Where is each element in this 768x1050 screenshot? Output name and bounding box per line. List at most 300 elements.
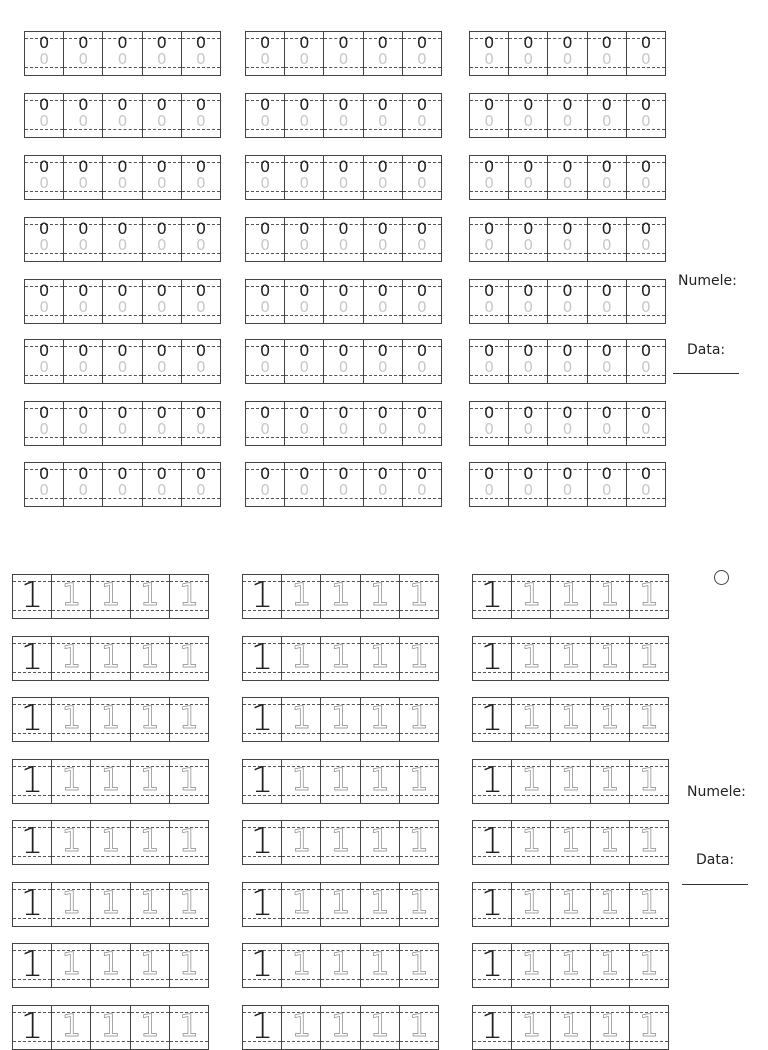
practice-cell (321, 1006, 360, 1049)
practice-cell (470, 32, 509, 75)
trace-digit: 0 (338, 298, 349, 316)
model-digit: 0 (195, 464, 206, 483)
trace-digit: 0 (260, 481, 270, 499)
model-digit: 0 (299, 95, 310, 114)
model-digit: 0 (640, 219, 651, 238)
practice-cell (473, 883, 512, 926)
practice-cell (630, 1006, 668, 1049)
practice-cell (13, 760, 52, 803)
practice-cell (282, 1006, 321, 1049)
practice-strip (469, 31, 666, 76)
date-line-top (673, 373, 739, 374)
model-digit: 0 (640, 281, 651, 300)
trace-digit: 1 (330, 701, 351, 736)
trace-digit: 0 (156, 236, 167, 254)
practice-cell (324, 463, 363, 506)
practice-cell (243, 698, 282, 741)
practice-cell (285, 463, 324, 506)
practice-strip (12, 882, 209, 927)
trace-digit: 0 (484, 174, 494, 192)
practice-strip (472, 882, 669, 927)
model-digit: 0 (377, 403, 388, 422)
trace-digit: 0 (601, 236, 612, 254)
model-digit: 1 (250, 760, 274, 801)
practice-cell (630, 575, 668, 618)
trace-digit: 1 (409, 578, 429, 613)
practice-cell (361, 760, 400, 803)
trace-digit: 0 (156, 298, 167, 316)
practice-cell (551, 698, 590, 741)
practice-cell (103, 340, 142, 383)
practice-cell (551, 883, 590, 926)
practice-cell (64, 340, 103, 383)
trace-digit: 0 (39, 50, 49, 68)
practice-cell (403, 94, 441, 137)
model-digit: 0 (523, 219, 534, 238)
model-digit: 1 (20, 575, 44, 616)
practice-cell (361, 883, 400, 926)
practice-cell (361, 575, 400, 618)
practice-cell (243, 575, 282, 618)
practice-cell (285, 280, 324, 323)
practice-cell (52, 760, 91, 803)
trace-digit: 1 (600, 947, 620, 982)
model-digit: 0 (640, 95, 651, 114)
trace-digit: 1 (140, 886, 160, 921)
practice-cell (591, 1006, 630, 1049)
trace-digit: 1 (639, 947, 659, 982)
practice-cell (282, 637, 321, 680)
trace-digit: 1 (61, 824, 81, 859)
trace-digit: 0 (156, 174, 167, 192)
model-digit: 0 (78, 33, 89, 52)
trace-digit: 0 (484, 298, 494, 316)
trace-digit: 1 (140, 947, 160, 982)
model-digit: 0 (117, 403, 128, 422)
trace-digit: 1 (61, 886, 81, 921)
trace-digit: 1 (560, 824, 581, 859)
circle-mark (714, 570, 729, 585)
model-digit: 0 (377, 464, 388, 483)
name-label-top: Numele: (678, 273, 737, 289)
model-digit: 0 (416, 281, 427, 300)
practice-cell (509, 32, 548, 75)
practice-cell (13, 944, 52, 987)
model-digit: 0 (484, 33, 495, 52)
trace-digit: 0 (39, 112, 49, 130)
practice-cell (400, 698, 438, 741)
practice-cell (591, 698, 630, 741)
practice-strip (242, 759, 439, 804)
practice-cell (548, 94, 587, 137)
practice-cell (91, 575, 130, 618)
trace-digit: 1 (639, 640, 659, 675)
trace-digit: 1 (291, 886, 311, 921)
model-digit: 1 (480, 760, 504, 801)
model-digit: 0 (260, 464, 271, 483)
practice-cell (400, 1006, 438, 1049)
practice-cell (551, 637, 590, 680)
practice-cell (361, 637, 400, 680)
trace-digit: 1 (560, 1009, 581, 1044)
trace-digit: 0 (299, 112, 310, 130)
trace-digit: 1 (140, 640, 160, 675)
model-digit: 1 (250, 883, 274, 924)
trace-digit: 0 (196, 358, 206, 376)
trace-digit: 0 (78, 236, 89, 254)
model-digit: 0 (338, 33, 349, 52)
trace-digit: 0 (417, 298, 427, 316)
trace-digit: 1 (291, 701, 311, 736)
practice-cell (588, 402, 627, 445)
practice-cell (321, 883, 360, 926)
trace-digit: 0 (78, 112, 89, 130)
practice-strip (245, 155, 442, 200)
practice-cell (91, 698, 130, 741)
trace-digit: 0 (601, 174, 612, 192)
practice-strip (12, 697, 209, 742)
trace-digit: 1 (100, 701, 121, 736)
practice-cell (548, 32, 587, 75)
model-digit: 0 (39, 281, 50, 300)
trace-digit: 1 (560, 947, 581, 982)
trace-digit: 0 (641, 236, 651, 254)
practice-strip (469, 155, 666, 200)
trace-digit: 1 (370, 824, 390, 859)
practice-cell (282, 760, 321, 803)
practice-strip (242, 636, 439, 681)
practice-cell (364, 463, 403, 506)
practice-cell (282, 944, 321, 987)
model-digit: 0 (562, 341, 573, 360)
trace-digit: 1 (140, 763, 160, 798)
trace-digit: 1 (100, 640, 121, 675)
practice-cell (170, 944, 208, 987)
model-digit: 0 (523, 33, 534, 52)
practice-cell (103, 280, 142, 323)
practice-cell (243, 883, 282, 926)
practice-cell (13, 821, 52, 864)
model-digit: 0 (78, 95, 89, 114)
practice-cell (285, 32, 324, 75)
trace-digit: 0 (78, 50, 89, 68)
practice-cell (170, 760, 208, 803)
practice-cell (403, 218, 441, 261)
trace-digit: 1 (639, 578, 659, 613)
practice-strip (242, 1005, 439, 1050)
practice-cell (324, 280, 363, 323)
practice-cell (321, 637, 360, 680)
trace-digit: 1 (100, 947, 121, 982)
model-digit: 0 (640, 341, 651, 360)
trace-digit: 0 (523, 298, 534, 316)
trace-digit: 1 (179, 578, 199, 613)
practice-cell (361, 1006, 400, 1049)
practice-cell (627, 156, 665, 199)
model-digit: 0 (416, 33, 427, 52)
practice-strip (469, 339, 666, 384)
practice-cell (361, 698, 400, 741)
practice-cell (143, 32, 182, 75)
trace-digit: 0 (417, 420, 427, 438)
model-digit: 0 (117, 219, 128, 238)
trace-digit: 1 (179, 763, 199, 798)
model-digit: 0 (484, 403, 495, 422)
practice-cell (627, 463, 665, 506)
practice-cell (25, 463, 64, 506)
practice-cell (512, 944, 551, 987)
practice-cell (400, 760, 438, 803)
practice-cell (52, 1006, 91, 1049)
model-digit: 1 (20, 821, 44, 862)
model-digit: 0 (377, 95, 388, 114)
practice-cell (52, 698, 91, 741)
practice-strip (12, 1005, 209, 1050)
practice-cell (131, 1006, 170, 1049)
practice-cell (64, 463, 103, 506)
trace-digit: 1 (370, 886, 390, 921)
practice-cell (103, 94, 142, 137)
trace-digit: 0 (377, 174, 388, 192)
trace-digit: 1 (409, 640, 429, 675)
practice-cell (131, 575, 170, 618)
trace-digit: 0 (562, 358, 573, 376)
trace-digit: 1 (560, 763, 581, 798)
model-digit: 0 (39, 464, 50, 483)
trace-digit: 0 (562, 298, 573, 316)
trace-digit: 1 (600, 578, 620, 613)
practice-cell (64, 156, 103, 199)
practice-cell (324, 32, 363, 75)
trace-digit: 1 (521, 578, 541, 613)
model-digit: 0 (562, 33, 573, 52)
trace-digit: 1 (409, 947, 429, 982)
model-digit: 0 (78, 403, 89, 422)
trace-digit: 1 (100, 1009, 121, 1044)
practice-cell (282, 575, 321, 618)
trace-digit: 0 (601, 298, 612, 316)
trace-digit: 1 (560, 701, 581, 736)
trace-digit: 0 (338, 112, 349, 130)
practice-cell (182, 340, 220, 383)
practice-strip (24, 279, 221, 324)
practice-cell (52, 821, 91, 864)
trace-digit: 1 (560, 886, 581, 921)
practice-cell (243, 944, 282, 987)
practice-strip (245, 401, 442, 446)
practice-cell (473, 637, 512, 680)
model-digit: 0 (377, 33, 388, 52)
model-digit: 0 (299, 281, 310, 300)
model-digit: 0 (299, 157, 310, 176)
practice-cell (591, 760, 630, 803)
practice-cell (182, 218, 220, 261)
practice-cell (170, 821, 208, 864)
practice-cell (13, 575, 52, 618)
model-digit: 0 (299, 219, 310, 238)
model-digit: 0 (156, 157, 167, 176)
trace-digit: 1 (370, 1009, 390, 1044)
model-digit: 0 (338, 219, 349, 238)
model-digit: 0 (78, 219, 89, 238)
trace-digit: 1 (600, 763, 620, 798)
practice-cell (548, 340, 587, 383)
model-digit: 0 (117, 95, 128, 114)
trace-digit: 0 (562, 481, 573, 499)
model-digit: 0 (117, 281, 128, 300)
practice-cell (509, 402, 548, 445)
model-digit: 1 (20, 883, 44, 924)
trace-digit: 0 (196, 298, 206, 316)
practice-cell (246, 218, 285, 261)
practice-cell (131, 944, 170, 987)
practice-cell (364, 156, 403, 199)
trace-digit: 1 (639, 886, 659, 921)
model-digit: 0 (601, 341, 612, 360)
practice-cell (13, 1006, 52, 1049)
model-digit: 0 (260, 341, 271, 360)
trace-digit: 1 (370, 947, 390, 982)
trace-digit: 0 (641, 481, 651, 499)
date-label-bottom: Data: (696, 852, 735, 868)
practice-cell (551, 760, 590, 803)
practice-cell (470, 94, 509, 137)
practice-cell (403, 32, 441, 75)
model-digit: 1 (480, 1006, 504, 1047)
trace-digit: 0 (196, 112, 206, 130)
practice-strip (242, 943, 439, 988)
model-digit: 0 (640, 464, 651, 483)
trace-digit: 1 (61, 1009, 81, 1044)
model-digit: 0 (260, 33, 271, 52)
date-label-top: Data: (687, 342, 726, 358)
practice-cell (509, 340, 548, 383)
practice-cell (182, 402, 220, 445)
model-digit: 0 (416, 95, 427, 114)
model-digit: 0 (562, 281, 573, 300)
practice-cell (591, 821, 630, 864)
trace-digit: 0 (523, 420, 534, 438)
model-digit: 0 (523, 95, 534, 114)
practice-cell (512, 637, 551, 680)
practice-cell (246, 463, 285, 506)
practice-cell (403, 156, 441, 199)
practice-cell (588, 340, 627, 383)
practice-cell (285, 402, 324, 445)
model-digit: 0 (39, 341, 50, 360)
practice-cell (91, 637, 130, 680)
trace-digit: 1 (521, 701, 541, 736)
practice-cell (361, 944, 400, 987)
practice-cell (103, 156, 142, 199)
practice-cell (627, 218, 665, 261)
trace-digit: 1 (330, 1009, 351, 1044)
trace-digit: 0 (196, 236, 206, 254)
practice-cell (25, 32, 64, 75)
practice-cell (324, 218, 363, 261)
practice-cell (170, 637, 208, 680)
practice-cell (551, 821, 590, 864)
model-digit: 0 (78, 281, 89, 300)
trace-digit: 0 (196, 50, 206, 68)
practice-cell (25, 94, 64, 137)
model-digit: 0 (117, 464, 128, 483)
model-digit: 0 (601, 33, 612, 52)
trace-digit: 1 (179, 701, 199, 736)
trace-digit: 1 (179, 886, 199, 921)
model-digit: 0 (195, 33, 206, 52)
trace-digit: 1 (140, 1009, 160, 1044)
practice-cell (282, 821, 321, 864)
trace-digit: 0 (260, 174, 270, 192)
trace-digit: 0 (156, 112, 167, 130)
practice-cell (400, 637, 438, 680)
trace-digit: 0 (641, 420, 651, 438)
model-digit: 0 (156, 95, 167, 114)
practice-strip (469, 93, 666, 138)
model-digit: 1 (480, 575, 504, 616)
practice-cell (627, 280, 665, 323)
trace-digit: 1 (409, 824, 429, 859)
model-digit: 0 (117, 157, 128, 176)
trace-digit: 1 (600, 701, 620, 736)
trace-digit: 1 (521, 763, 541, 798)
practice-cell (243, 637, 282, 680)
trace-digit: 1 (639, 701, 659, 736)
model-digit: 0 (260, 157, 271, 176)
model-digit: 0 (39, 403, 50, 422)
trace-digit: 1 (560, 578, 581, 613)
model-digit: 0 (117, 33, 128, 52)
trace-digit: 1 (140, 824, 160, 859)
practice-cell (25, 156, 64, 199)
model-digit: 0 (601, 403, 612, 422)
practice-cell (509, 463, 548, 506)
practice-cell (509, 218, 548, 261)
practice-cell (182, 280, 220, 323)
trace-digit: 1 (61, 763, 81, 798)
model-digit: 1 (20, 944, 44, 985)
practice-cell (470, 156, 509, 199)
trace-digit: 0 (562, 50, 573, 68)
trace-digit: 0 (417, 481, 427, 499)
model-digit: 0 (39, 157, 50, 176)
trace-digit: 0 (78, 420, 89, 438)
practice-cell (246, 32, 285, 75)
practice-cell (364, 340, 403, 383)
model-digit: 0 (484, 464, 495, 483)
model-digit: 0 (416, 464, 427, 483)
trace-digit: 1 (521, 886, 541, 921)
model-digit: 1 (20, 637, 44, 678)
model-digit: 0 (416, 157, 427, 176)
model-digit: 0 (523, 157, 534, 176)
trace-digit: 0 (377, 358, 388, 376)
trace-digit: 1 (291, 640, 311, 675)
practice-cell (473, 944, 512, 987)
trace-digit: 1 (100, 763, 121, 798)
model-digit: 1 (250, 821, 274, 862)
practice-cell (548, 463, 587, 506)
trace-digit: 0 (417, 50, 427, 68)
trace-digit: 1 (61, 701, 81, 736)
practice-cell (243, 821, 282, 864)
trace-digit: 0 (377, 481, 388, 499)
practice-strip (245, 217, 442, 262)
practice-cell (64, 218, 103, 261)
model-digit: 0 (338, 157, 349, 176)
model-digit: 0 (156, 219, 167, 238)
